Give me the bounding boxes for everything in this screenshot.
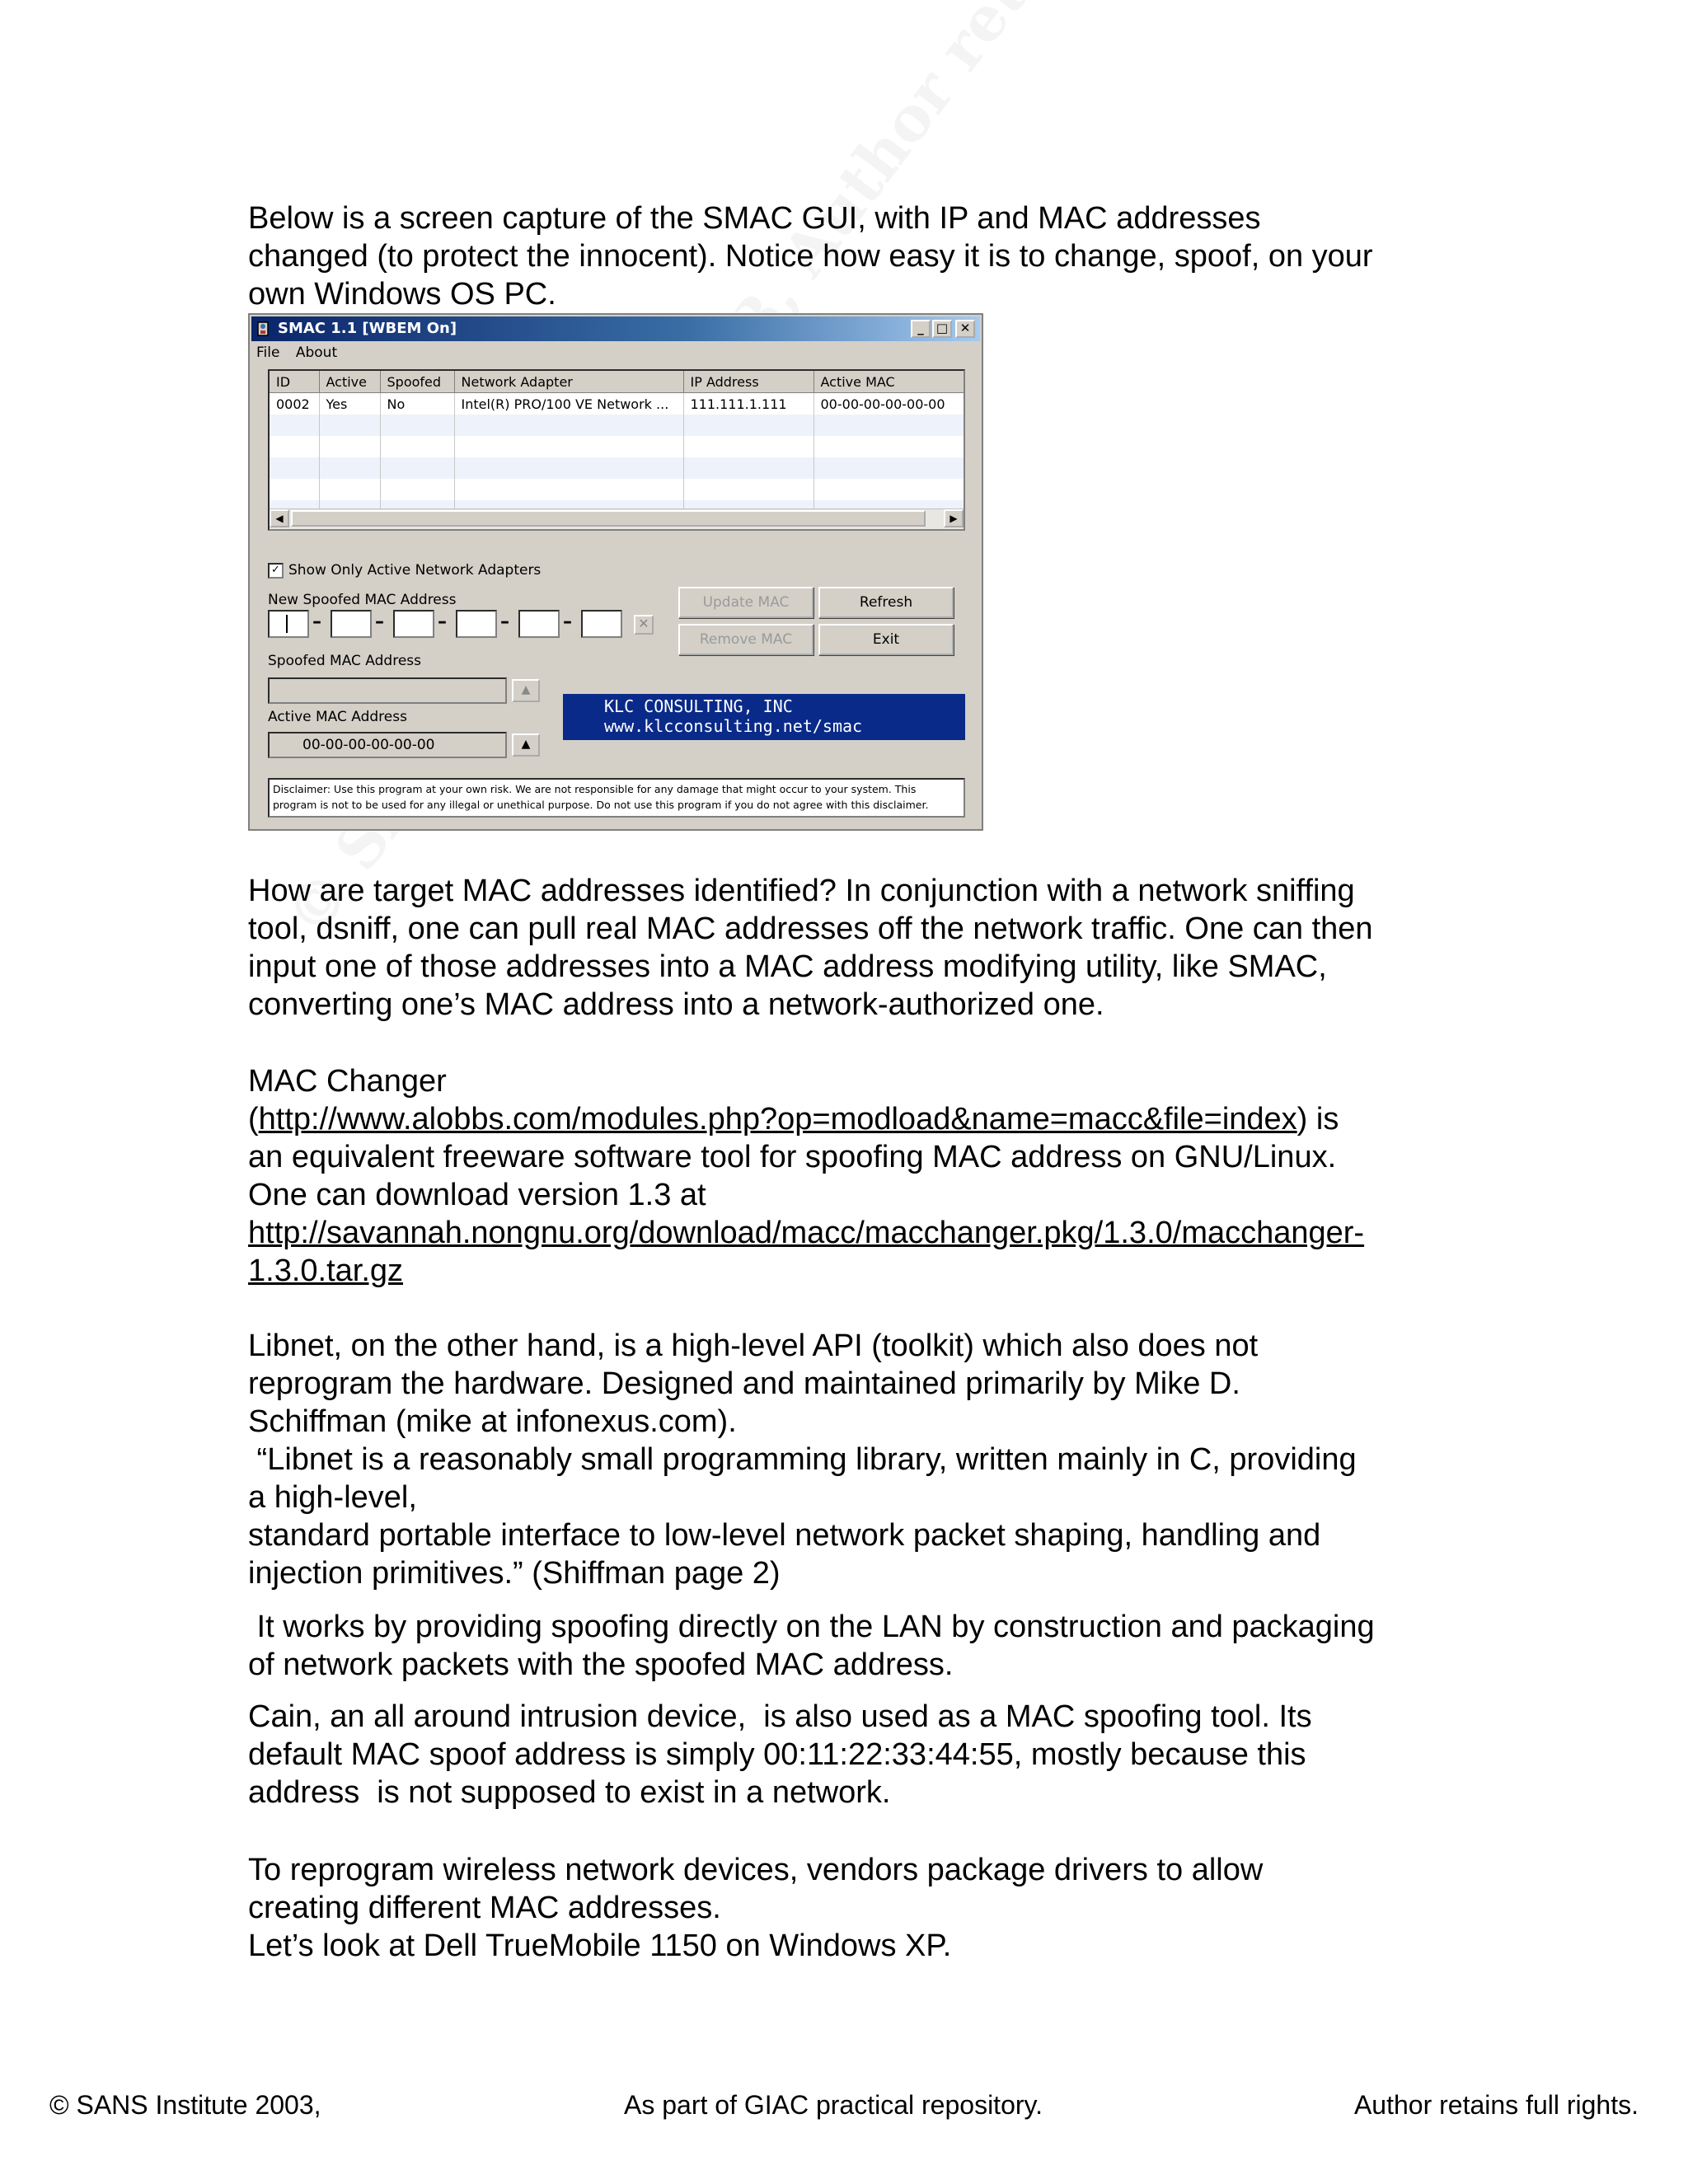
column-header-active-mac[interactable]: Active MAC [814,371,965,393]
mac-separator: – [500,612,509,632]
text-line: standard portable interface to low-level network packet shaping, handling and [248,1518,1321,1553]
scrollbar-thumb[interactable] [291,510,926,527]
window-title: SMAC 1.1 [WBEM On] [278,320,457,337]
text-line: own Windows OS PC. [248,277,556,312]
mac-separator: – [312,612,321,632]
empty-table-row [270,457,965,479]
cain-paragraph [248,1698,1451,1811]
table-header-row [270,371,965,393]
text-line [248,1100,1451,1138]
empty-table-row [270,479,965,500]
refresh-button[interactable]: Refresh [818,587,954,618]
text-line: an equivalent freeware software tool for spoofing MAC address on GNU/Linux. [248,1140,1337,1174]
mac-octet-5-input[interactable] [518,610,560,638]
intro-paragraph [248,199,1451,313]
text-line [248,1214,1451,1252]
text-line: a high-level, [248,1480,417,1515]
mac-identification-paragraph [248,872,1451,1024]
column-header-spoofed[interactable]: Spoofed [380,371,454,393]
link-suffix: ) is [1296,1102,1339,1137]
menu-about[interactable]: About [295,344,338,361]
mac-octet-3-input[interactable] [393,610,434,638]
text-line: converting one’s MAC address into a network-authorized one. [248,987,1104,1022]
text-line: Schiffman (mike at infonexus.com). [248,1404,737,1439]
text-line: of network packets with the spoofed MAC address. [248,1647,954,1682]
cell-spoofed: No [380,393,454,415]
text-line: “Libnet is a reasonably small programming library, written mainly in C, providing [248,1442,1357,1477]
text-line: It works by providing spoofing directly on the LAN by construction and packaging [248,1610,1375,1644]
libnet-paragraph [248,1327,1451,1592]
maximize-icon[interactable]: □ [932,320,952,338]
active-mac-label: Active MAC Address [268,709,407,725]
text-line: Cain, an all around intrusion device, is also used as a MAC spoofing tool. Its [248,1699,1312,1734]
exit-button[interactable]: Exit [818,624,954,655]
mac-separator: – [563,612,572,632]
footer-rights: Author retains full rights. [1353,2090,1639,2120]
title-bar [251,316,980,341]
macchanger-paragraph [248,1062,1451,1290]
text-line: default MAC spoof address is simply 00:11:22:33:44:55, mostly because this [248,1737,1306,1772]
scroll-right-arrow-icon[interactable]: ▶ [944,509,964,527]
text-line: address is not supposed to exist in a network. [248,1775,891,1810]
spoofed-mac-field [268,677,507,704]
text-line: reprogram the hardware. Designed and maintained primarily by Mike D. [248,1366,1240,1401]
mac-octet-2-input[interactable] [331,610,372,638]
klc-banner[interactable] [563,694,965,740]
footer-copyright: © SANS Institute 2003, [49,2090,321,2120]
mac-octet-4-input[interactable] [456,610,497,638]
cell-network-adapter: Intel(R) PRO/100 VE Network ... [454,393,683,415]
smac-app-icon [256,321,271,337]
cell-active-mac: 00-00-00-00-00-00 [814,393,965,415]
menu-file[interactable]: File [256,344,280,361]
mac-octet-6-input[interactable] [581,610,622,638]
checkbox-label: Show Only Active Network Adapters [288,562,542,579]
text-line: tool, dsniff, one can pull real MAC addresses off the network traffic. One can then [248,912,1373,946]
mac-separator: – [438,612,447,632]
scroll-left-arrow-icon[interactable]: ◀ [270,509,289,527]
banner-company: KLC CONSULTING, INC [604,696,793,716]
cell-active: Yes [319,393,380,415]
mac-separator: – [375,612,384,632]
close-icon[interactable]: ✕ [955,320,975,338]
savannah-link[interactable]: http://savannah.nongnu.org/download/macc/macchanger.pkg/1.3.0/macchanger- [248,1216,1365,1250]
text-line: input one of those addresses into a MAC address modifying utility, like SMAC, [248,949,1327,984]
active-mac-field: 00-00-00-00-00-00 [268,732,507,758]
remove-mac-button[interactable]: Remove MAC [678,624,814,655]
alobbs-link[interactable]: http://www.alobbs.com/modules.php?op=modload&name=macc&file=index [258,1102,1297,1137]
cell-id: 0002 [270,393,319,415]
checkbox-checked-icon[interactable]: ✓ [268,563,284,579]
spoofed-mac-label: Spoofed MAC Address [268,653,421,669]
text-line: injection primitives.” (Shiffman page 2) [248,1556,781,1591]
minimize-icon[interactable]: _ [911,320,931,338]
show-only-active-checkbox[interactable] [268,562,541,579]
adapter-table [268,369,965,531]
update-mac-button[interactable]: Update MAC [678,587,814,618]
footer-repository: As part of GIAC practical repository. [624,2090,1043,2120]
text-line: One can download version 1.3 at [248,1178,706,1212]
disclaimer-box [268,778,965,818]
copy-up-arrow-icon[interactable]: ▲ [512,733,540,757]
text-line: Below is a screen capture of the SMAC GUI, with IP and MAC addresses [248,201,1261,236]
text-line: Let’s look at Dell TrueMobile 1150 on Windows XP. [248,1929,952,1963]
smac-window-screenshot [248,313,983,831]
copy-up-arrow-icon[interactable]: ▲ [512,679,540,702]
text-line: Libnet, on the other hand, is a high-level API (toolkit) which also does not [248,1329,1259,1363]
column-header-network-adapter[interactable]: Network Adapter [454,371,683,393]
banner-url: www.klcconsulting.net/smac [604,716,863,736]
mac-octet-1-input[interactable] [268,610,309,638]
text-line: changed (to protect the innocent). Notice how easy it is to change, spoof, on your [248,239,1373,274]
cell-ip-address: 111.111.1.111 [683,393,814,415]
works-paragraph [248,1608,1451,1684]
text-cursor [286,615,288,633]
empty-table-row [270,415,965,436]
column-header-ip-address[interactable]: IP Address [683,371,814,393]
text-line: To reprogram wireless network devices, vendors package drivers to allow [248,1853,1264,1887]
empty-table-row [270,436,965,457]
clear-mac-icon[interactable]: ✕ [634,615,654,635]
wireless-paragraph [248,1851,1451,1965]
open-paren: ( [248,1102,259,1137]
menu-bar [256,344,349,366]
new-spoofed-mac-label: New Spoofed MAC Address [268,592,457,608]
table-row[interactable] [270,393,965,415]
disclaimer-line: program is not to be used for any illegal or unethical purpose. Do not use this program if you do not agree with this disclaimer. [273,799,929,811]
column-header-id[interactable]: ID [270,371,319,393]
savannah-link-continued[interactable]: 1.3.0.tar.gz [248,1254,404,1288]
text-line: How are target MAC addresses identified? In conjunction with a network sniffing [248,874,1355,908]
text-line: MAC Changer [248,1064,447,1099]
column-header-active[interactable]: Active [319,371,380,393]
disclaimer-line: Disclaimer: Use this program at your own risk. We are not responsible for any damage that might occur to your system. This [273,783,917,795]
text-line [248,1252,1451,1290]
text-line: creating different MAC addresses. [248,1891,721,1925]
horizontal-scrollbar[interactable] [270,509,964,529]
